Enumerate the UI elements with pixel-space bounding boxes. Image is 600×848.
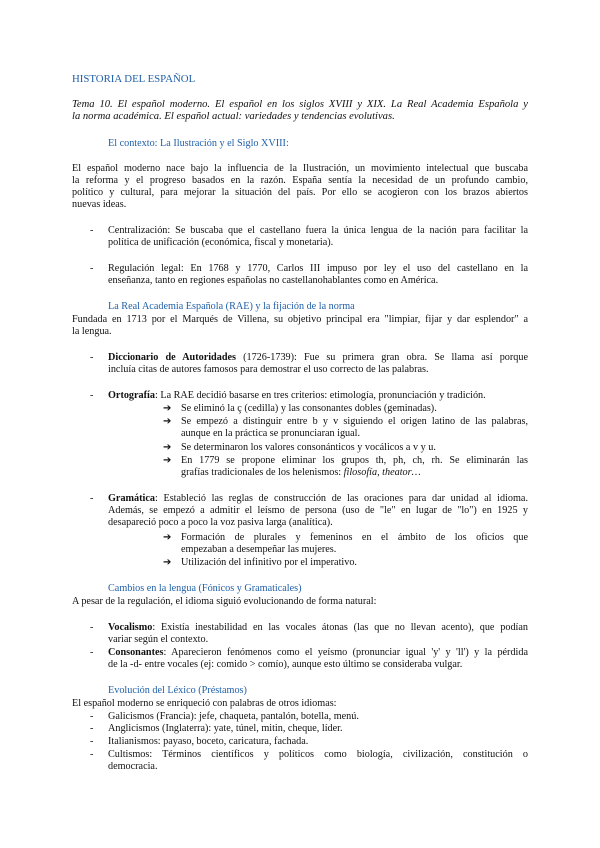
bullet-consonantes-line-1 xyxy=(108,647,528,659)
bullet-dash: - xyxy=(90,263,94,274)
bullet-dash: - xyxy=(90,749,94,760)
bullet-consonantes-line-2: de la -d- entre vocales (ej: comido > comío), aunque esto último se consideraba vulgar. xyxy=(108,659,463,670)
arrow-icon: ➔ xyxy=(163,416,172,427)
bullet-dash: - xyxy=(90,493,94,504)
ortografia-sub-4-examples: filosofía, theator… xyxy=(343,467,421,478)
bullet-dash: - xyxy=(90,723,94,734)
ortografia-sub-2-line-2: aunque en la práctica se pronunciaran igual. xyxy=(181,428,361,439)
bullet-gramatica-line-3: desapareció poco a poco la voz pasiva larga (analítica). xyxy=(108,517,333,528)
lexico-item-cultismos-line-2: democracia. xyxy=(108,761,158,772)
bullet-diccionario-line-2: incluía citas de autores famosos para demostrar el uso correcto de las palabras. xyxy=(108,364,429,375)
bullet-dash: - xyxy=(90,711,94,722)
arrow-icon: ➔ xyxy=(163,442,172,453)
term-consonantes: Consonantes xyxy=(108,647,164,658)
gramatica-rest: : Estableció las reglas de construcción de las oraciones para dar unidad al idioma. xyxy=(154,493,528,504)
bullet-vocalismo-line-2: variar según el contexto. xyxy=(108,634,209,645)
lexico-item-italianismos: Italianismos: payaso, boceto, caricatura, fachada. xyxy=(108,736,309,747)
bullet-centralizacion-line-2: política de unificación (económica, fiscal y monetaria). xyxy=(108,237,334,248)
bullet-gramatica-line-1 xyxy=(108,493,528,505)
lexico-item-cultismos-line-1: Cultismos: Términos científicos y políticos como biología, civilización, constitución o xyxy=(108,749,528,760)
subtitle-line-2: la norma académica. El español actual: variedades y tendencias evolutivas. xyxy=(72,111,395,122)
ortografia-sub-3: Se determinaron los valores consonánticos y vocálicos a v y u. xyxy=(181,442,436,453)
ortografia-sub-2-line-1: Se empezó a distinguir entre b y v siguiendo el origen latino de las palabras, xyxy=(181,416,528,427)
consonantes-rest: : Aparecieron fenómenos como el yeísmo (pronunciar igual 'y' y 'll') y la pérdida xyxy=(163,647,528,658)
contexto-para-line-1: El español moderno nace bajo la influencia de la Ilustración, un movimiento intelectual que buscaba xyxy=(72,163,528,174)
bullet-centralizacion-line-1: Centralización: Se buscaba que el castellano fuera la única lengua de la nación para facilitar la xyxy=(108,225,528,236)
ortografia-sub-1: Se eliminó la ç (cedilla) y las consonantes dobles (geminadas). xyxy=(181,403,437,414)
gramatica-sub-2: Utilización del infinitivo por el imperativo. xyxy=(181,557,357,568)
lexico-intro: El español moderno se enriqueció con palabras de otros idiomas: xyxy=(72,698,337,709)
arrow-icon: ➔ xyxy=(163,455,172,466)
bullet-regulacion-line-1: Regulación legal: En 1768 y 1770, Carlos III impuso por ley el uso del castellano en la xyxy=(108,263,528,274)
bullet-dash: - xyxy=(90,736,94,747)
bullet-dash: - xyxy=(90,622,94,633)
section-heading-lexico: Evolución del Léxico (Préstamos) xyxy=(108,685,247,696)
bullet-dash: - xyxy=(90,352,94,363)
vocalismo-rest: : Existía inestabilidad en las vocales átonas (las que no llevan acento), que podían xyxy=(152,622,528,633)
term-ortografia: Ortografía xyxy=(108,390,155,401)
contexto-para-line-2: la reforma y el progreso basados en la razón. España sentía la necesidad de un profundo cambio, xyxy=(72,175,528,186)
document-title: HISTORIA DEL ESPAÑOL xyxy=(72,73,196,85)
bullet-gramatica-line-2: Además, se empezó a admitir el leísmo de persona (uso de "le" en lugar de "lo") en 1925 y xyxy=(108,505,528,516)
bullet-regulacion-line-2: enseñanza, tanto en regiones españolas no castellanohablantes como en América. xyxy=(108,275,439,286)
subtitle-line-1: Tema 10. El español moderno. El español en los siglos XVIII y XIX. La Real Academia Española y xyxy=(72,99,528,110)
lexico-item-galicismos: Galicismos (Francia): jefe, chaqueta, pantalón, botella, menú. xyxy=(108,711,359,722)
rae-intro-line-1: Fundada en 1713 por el Marqués de Villena, su objetivo principal era "limpiar, fijar y dar esplendor" a xyxy=(72,314,528,325)
lexico-item-anglicismos: Anglicismos (Inglaterra): yate, túnel, mitin, cheque, líder. xyxy=(108,723,343,734)
bullet-dash: - xyxy=(90,225,94,236)
diccionario-rest: (1726-1739): Fue su primera gran obra. Se llama así porque xyxy=(235,352,528,363)
ortografia-sub-4-line-2 xyxy=(181,467,421,479)
gramatica-sub-1-line-1: Formación de plurales y femeninos en el ámbito de los oficios que xyxy=(181,532,528,543)
arrow-icon: ➔ xyxy=(163,403,172,414)
bullet-vocalismo-line-1 xyxy=(108,622,528,634)
bullet-ortografia-line-1 xyxy=(108,390,486,402)
bullet-dash: - xyxy=(90,647,94,658)
cambios-intro: A pesar de la regulación, el idioma siguió evolucionando de forma natural: xyxy=(72,596,377,607)
term-diccionario: Diccionario de Autoridades xyxy=(108,352,236,363)
term-vocalismo: Vocalismo xyxy=(108,622,153,633)
gramatica-sub-1-line-2: empezaban a desempeñar las mujeres. xyxy=(181,544,337,555)
ortografia-rest: : La RAE decidió basarse en tres criterios: etimología, pronunciación y tradición. xyxy=(154,390,486,401)
ortografia-sub-4-text: grafías tradicionales de los helenismos: xyxy=(181,467,344,478)
ortografia-sub-4-line-1: En 1779 se propone eliminar los grupos th, ph, ch, rh. Se eliminarán las xyxy=(181,455,528,466)
section-heading-cambios: Cambios en la lengua (Fónicos y Gramaticales) xyxy=(108,583,302,594)
bullet-dash: - xyxy=(90,390,94,401)
contexto-para-line-4: nuevas ideas. xyxy=(72,199,127,210)
arrow-icon: ➔ xyxy=(163,557,172,568)
term-gramatica: Gramática xyxy=(108,493,155,504)
arrow-icon: ➔ xyxy=(163,532,172,543)
contexto-para-line-3: político y cultural, para mejorar la situación del país. Por ello se acogieron con los brazos abiertos xyxy=(72,187,528,198)
rae-intro-line-2: la lengua. xyxy=(72,326,112,337)
section-heading-contexto: El contexto: La Ilustración y el Siglo XVIII: xyxy=(108,138,289,149)
bullet-diccionario-line-1 xyxy=(108,352,528,364)
section-heading-rae: La Real Academia Española (RAE) y la fijación de la norma xyxy=(108,301,355,312)
